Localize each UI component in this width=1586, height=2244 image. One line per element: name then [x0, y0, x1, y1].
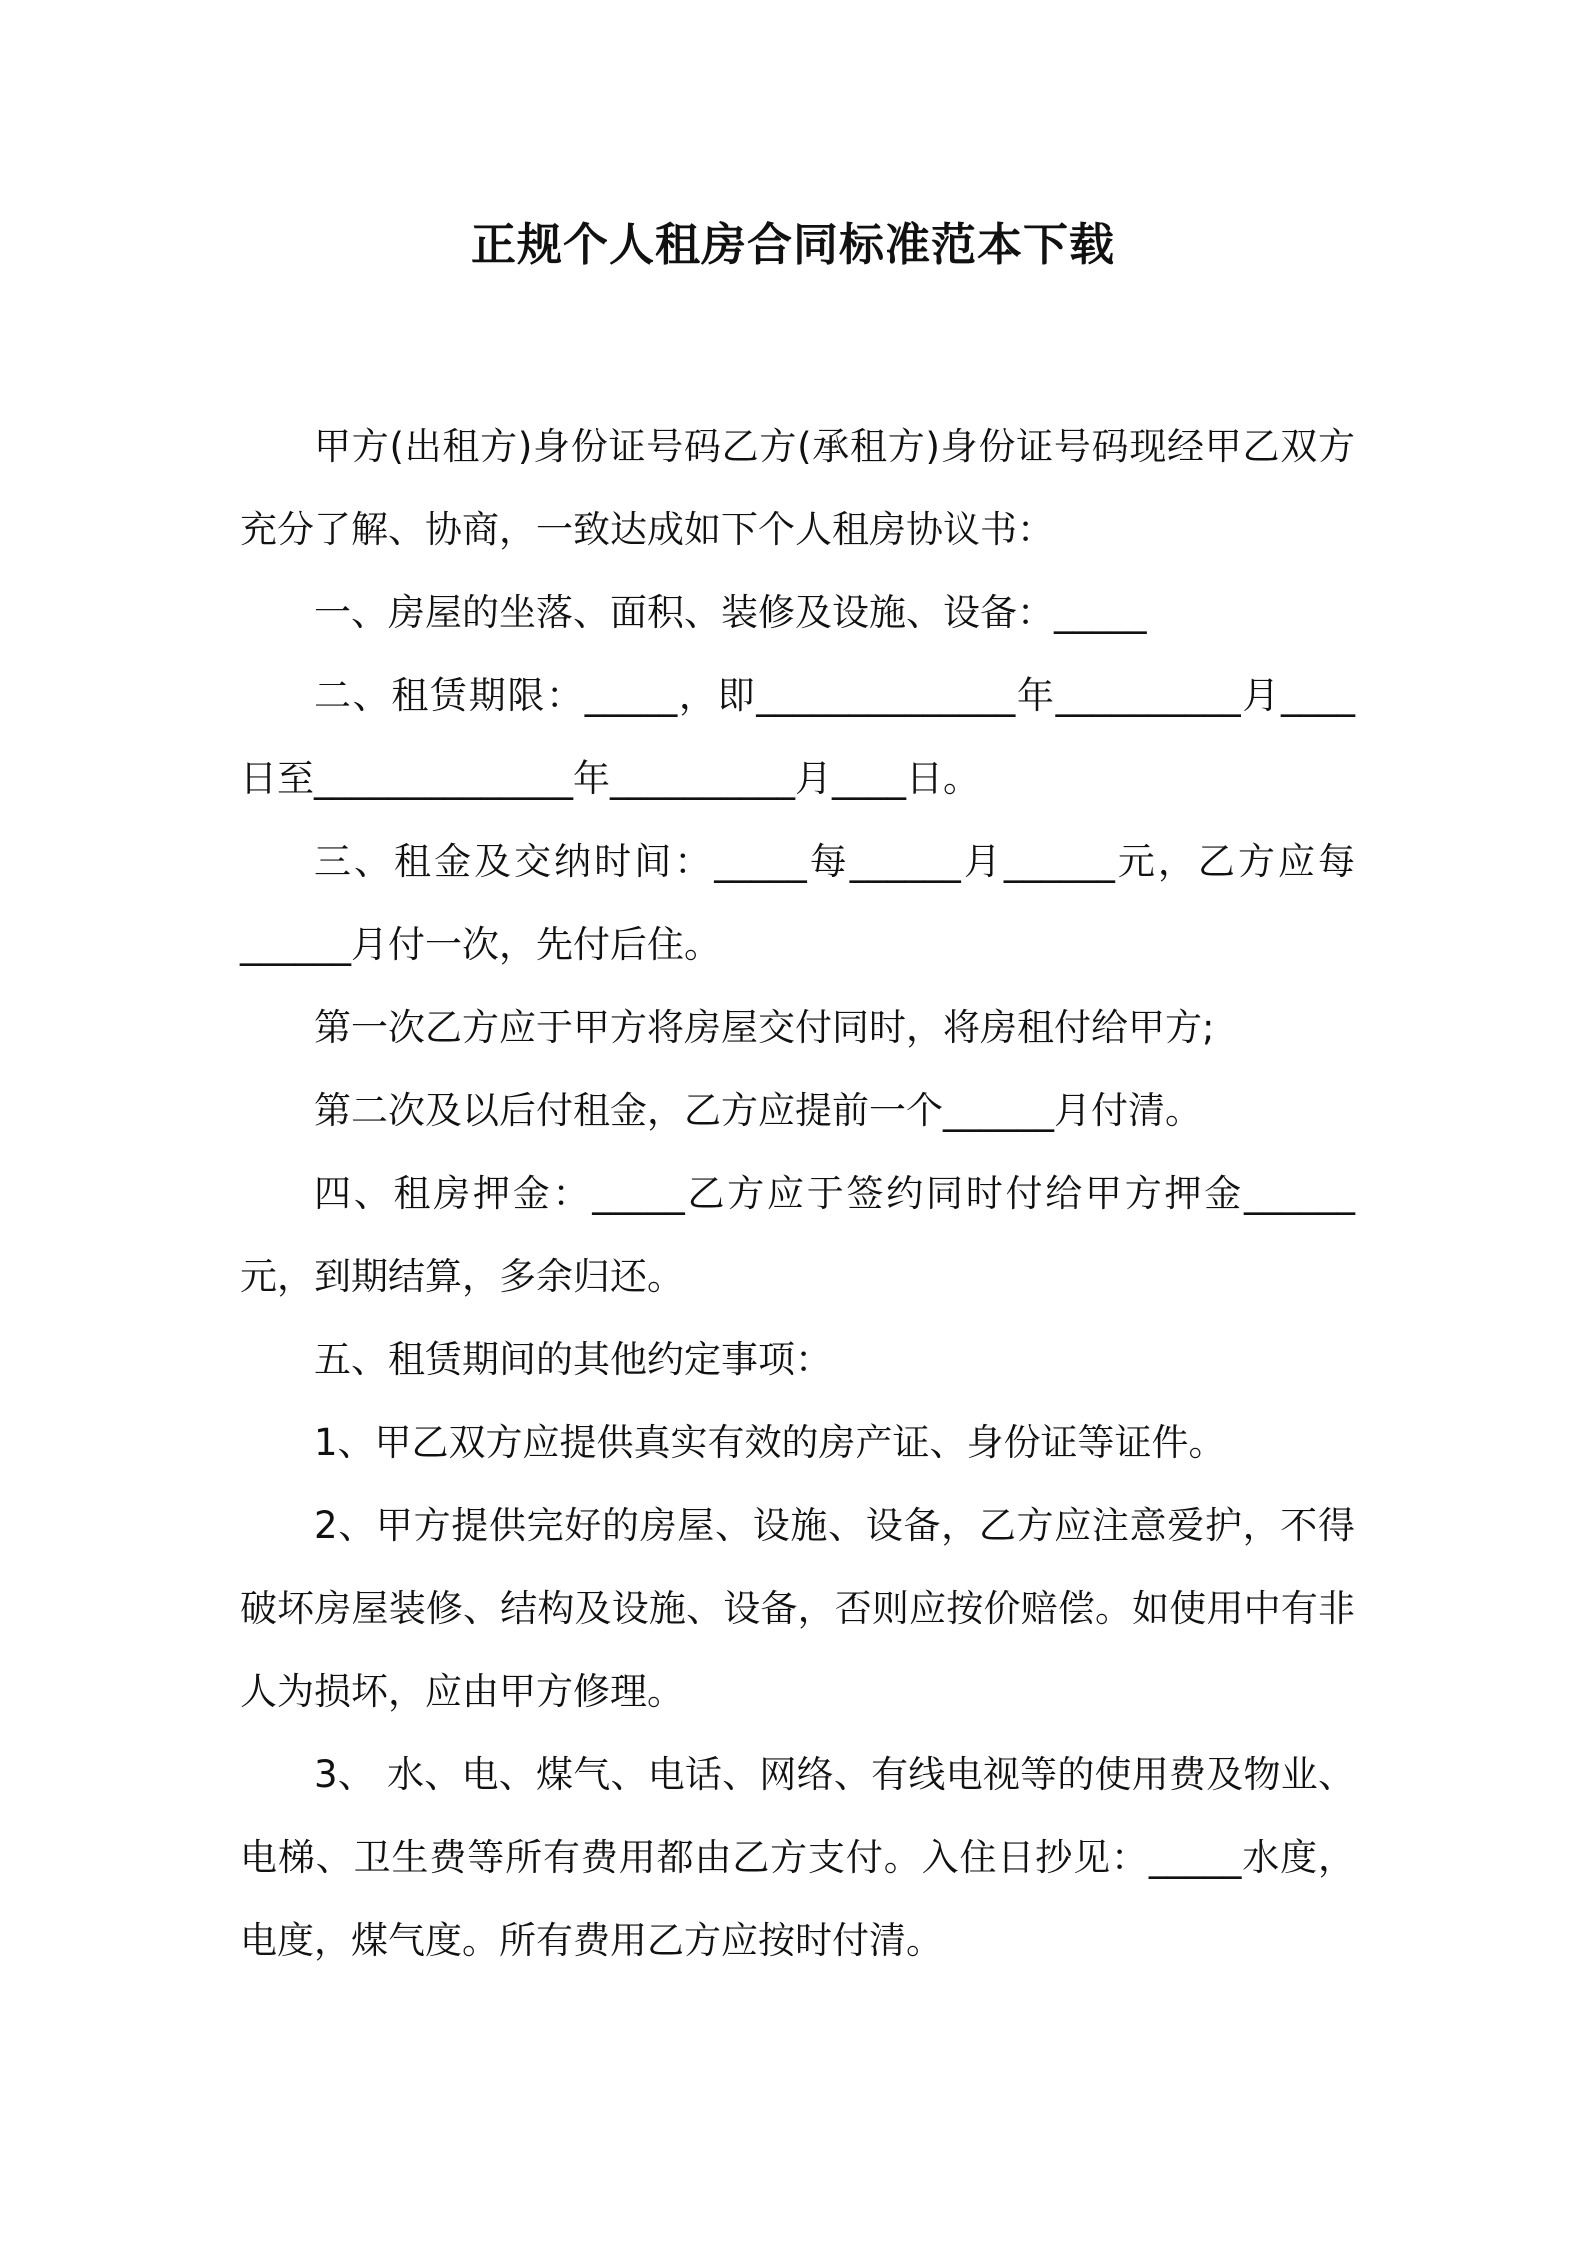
paragraph-intro: 甲方(出租方)身份证号码乙方(承租方)身份证号码现经甲乙双方充分了解、协商，一致达成如下个人租房协议书：: [240, 425, 1355, 551]
paragraph-clause-5: 五、租赁期间的其他约定事项：: [314, 1338, 832, 1381]
paragraph-item-3: 3、 水、电、煤气、电话、网络、有线电视等的使用费及物业、电梯、卫生费等所有费用都由乙方支付。入住日抄见：_____水度，电度，煤气度。所有费用乙方应按时付清。: [240, 1753, 1355, 1962]
document-body: [240, 405, 1355, 1982]
paragraph-clause-1: 一、房屋的坐落、面积、装修及设施、设备：_____: [314, 591, 1147, 634]
paragraph-item-2: 2、甲方提供完好的房屋、设施、设备，乙方应注意爱护，不得破坏房屋装修、结构及设施、设备，否则应按价赔偿。如使用中有非人为损坏，应由甲方修理。: [240, 1504, 1355, 1713]
paragraph-first-payment: 第一次乙方应于甲方将房屋交付同时，将房租付给甲方;: [314, 1006, 1215, 1049]
paragraph-clause-2: 二、租赁期限：_____，即______________年__________月____日至______________年__________月____日。: [240, 674, 1355, 800]
paragraph-item-1: 1、甲乙双方应提供真实有效的房产证、身份证等证件。: [314, 1421, 1226, 1464]
paragraph-clause-4: 四、租房押金：_____乙方应于签约同时付给甲方押金______元，到期结算，多余归还。: [240, 1172, 1355, 1298]
paragraph-clause-3: 三、租金及交纳时间：_____每______月______元，乙方应每______月付一次，先付后住。: [240, 840, 1355, 966]
document-title: 正规个人租房合同标准范本下载: [470, 218, 1115, 271]
paragraph-second-payment: 第二次及以后付租金，乙方应提前一个______月付清。: [314, 1089, 1202, 1132]
